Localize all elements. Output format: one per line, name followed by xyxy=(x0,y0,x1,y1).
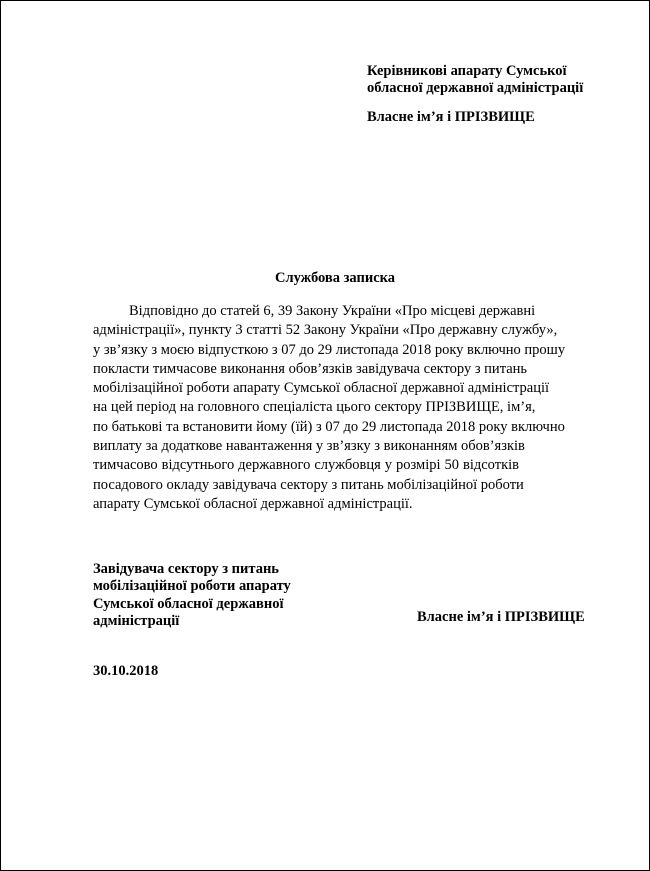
signatory-position-line: Завідувача сектору з питань xyxy=(93,561,279,577)
body-line: мобілізаційної роботи апарату Сумської обласної державної адміністрації xyxy=(93,380,550,397)
addressee-line: Керівникові апарату Сумської xyxy=(367,63,567,79)
body-line: по батькові та встановити йому (їй) з 07 до 29 листопада 2018 року включно xyxy=(93,418,565,435)
body-line: у зв’язку з моєю відпусткою з 07 до 29 листопада 2018 року включно прошу xyxy=(93,341,566,358)
body-line: апарату Сумської обласної державної адміністрації. xyxy=(93,495,413,512)
addressee-name: Власне ім’я і ПРІЗВИЩЕ xyxy=(367,109,535,125)
signatory-position xyxy=(93,561,343,630)
document-title: Службова записка xyxy=(274,270,396,286)
body-line: виплату за додаткове навантаження у зв’язку з виконанням обов’язків xyxy=(93,438,525,455)
signatory-position-line: мобілізаційної роботи апарату xyxy=(93,578,291,595)
body-line: Відповідно до статей 6, 39 Закону України «Про місцеві державні xyxy=(129,303,536,319)
document-date: 30.10.2018 xyxy=(93,663,159,679)
signatory-position-line: адміністрації xyxy=(93,612,180,629)
body-line: на цей період на головного спеціаліста цього сектору ПРІЗВИЩЕ, ім’я, xyxy=(93,399,536,416)
addressee-line: обласної державної адміністрації xyxy=(367,80,584,96)
memo-body xyxy=(93,302,566,514)
addressee-block xyxy=(367,63,637,126)
body-line: тимчасово відсутнього державного службовця у розмірі 50 відсотків xyxy=(93,457,519,474)
signatory-position-line: Сумської обласної державної xyxy=(93,595,284,612)
body-line: адміністрації», пункту 3 статті 52 Закону України «Про державну службу», xyxy=(93,322,558,339)
body-line: посадового окладу завідувача сектору з питань мобілізаційної роботи xyxy=(93,476,524,493)
signatory-name: Власне ім’я і ПРІЗВИЩЕ xyxy=(417,609,585,625)
body-line: покласти тимчасове виконання обов’язків завідувача сектору з питань xyxy=(93,360,528,377)
